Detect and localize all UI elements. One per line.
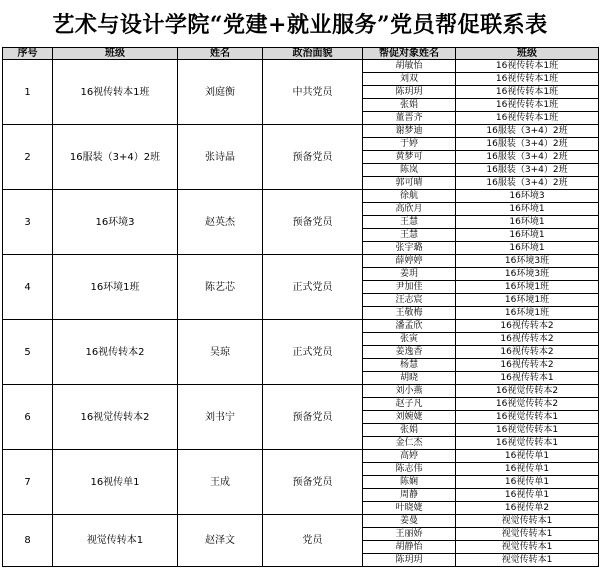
member-class: 16环境3 (53, 190, 178, 255)
target-class: 16视传单1 (456, 489, 599, 502)
target-name: 叶晓婕 (363, 502, 456, 515)
target-class: 16服装（3+4）2班 (456, 138, 599, 151)
target-class: 16环境1 (456, 203, 599, 216)
target-class: 16视传单1 (456, 476, 599, 489)
target-name: 徐航 (363, 190, 456, 203)
target-name: 郭可晴 (363, 177, 456, 190)
target-name: 张娟 (363, 424, 456, 437)
header-index: 序号 (3, 48, 53, 60)
member-name: 刘书宁 (178, 385, 263, 450)
target-class: 16视觉传转本2 (456, 398, 599, 411)
target-class: 16视传转本1班 (456, 112, 599, 125)
target-name: 黄梦可 (363, 151, 456, 164)
target-class: 16环境1班 (456, 281, 599, 294)
political-status: 中共党员 (263, 60, 363, 125)
target-class: 16环境3班 (456, 255, 599, 268)
target-name: 于婷 (363, 138, 456, 151)
member-class: 16视觉传转本2 (53, 385, 178, 450)
target-class: 16环境1班 (456, 294, 599, 307)
target-name: 赵子凡 (363, 398, 456, 411)
table-row (3, 515, 599, 528)
table-body (3, 60, 599, 567)
header-class: 班级 (53, 48, 178, 60)
target-class: 16视传单1 (456, 450, 599, 463)
target-class: 16视传转本2 (456, 320, 599, 333)
target-class: 16服装（3+4）2班 (456, 177, 599, 190)
table-row (3, 320, 599, 333)
member-class: 视觉传转本1 (53, 515, 178, 567)
member-class: 16环境1班 (53, 255, 178, 320)
row-index: 3 (3, 190, 53, 255)
target-name: 汪志宸 (363, 294, 456, 307)
table-row (3, 450, 599, 463)
target-class: 16视传转本1班 (456, 86, 599, 99)
table-row (3, 60, 599, 73)
document-title: 艺术与设计学院“党建+就业服务”党员帮促联系表 (52, 11, 548, 38)
target-name: 陈玥玥 (363, 554, 456, 567)
row-index: 8 (3, 515, 53, 567)
target-name: 陈娴 (363, 476, 456, 489)
target-name: 胡晓 (363, 372, 456, 385)
target-class: 16视觉传转本1 (456, 437, 599, 450)
member-name: 陈艺芯 (178, 255, 263, 320)
target-class: 16视传单2 (456, 502, 599, 515)
member-name: 王成 (178, 450, 263, 515)
target-name: 周静 (363, 489, 456, 502)
member-name: 张诗晶 (178, 125, 263, 190)
target-name: 杨慧 (363, 359, 456, 372)
header-row (3, 48, 599, 60)
row-index: 7 (3, 450, 53, 515)
table-row (3, 125, 599, 138)
table-row (3, 385, 599, 398)
header-political-status: 政治面貌 (263, 48, 363, 60)
target-class: 16环境1 (456, 242, 599, 255)
target-class: 16视传转本1 (456, 372, 599, 385)
target-name: 董晋齐 (363, 112, 456, 125)
target-class: 16视觉传转本1 (456, 424, 599, 437)
table-row (3, 190, 599, 203)
target-class: 16视传转本2 (456, 333, 599, 346)
target-class: 16环境1 (456, 229, 599, 242)
target-class: 16视传转本1班 (456, 60, 599, 73)
member-class: 16视传转本1班 (53, 60, 178, 125)
target-class: 16环境1 (456, 216, 599, 229)
target-name: 金仁杰 (363, 437, 456, 450)
target-class: 16视传转本2 (456, 346, 599, 359)
political-status: 预备党员 (263, 190, 363, 255)
target-class: 16服装（3+4）2班 (456, 125, 599, 138)
target-class: 16视觉传转本2 (456, 385, 599, 398)
row-index: 4 (3, 255, 53, 320)
target-class: 16服装（3+4）2班 (456, 164, 599, 177)
target-name: 高婷 (363, 450, 456, 463)
member-name: 刘庭衡 (178, 60, 263, 125)
political-status: 正式党员 (263, 255, 363, 320)
target-class: 16环境3 (456, 190, 599, 203)
row-index: 2 (3, 125, 53, 190)
target-class: 视觉传转本1 (456, 541, 599, 554)
target-name: 潘孟欣 (363, 320, 456, 333)
political-status: 预备党员 (263, 125, 363, 190)
target-name: 王慧 (363, 216, 456, 229)
target-name: 姜曼 (363, 515, 456, 528)
target-name: 刘双 (363, 73, 456, 86)
target-name: 陈志伟 (363, 463, 456, 476)
target-class: 16视传转本2 (456, 359, 599, 372)
member-name: 吴琼 (178, 320, 263, 385)
contact-table (2, 47, 599, 567)
member-name: 赵英杰 (178, 190, 263, 255)
target-class: 16环境3班 (456, 268, 599, 281)
row-index: 6 (3, 385, 53, 450)
target-name: 王丽娇 (363, 528, 456, 541)
target-class: 16服装（3+4）2班 (456, 151, 599, 164)
target-name: 姜逸香 (363, 346, 456, 359)
target-name: 张寅 (363, 333, 456, 346)
target-name: 陈岚 (363, 164, 456, 177)
political-status: 预备党员 (263, 450, 363, 515)
target-name: 王敬梅 (363, 307, 456, 320)
member-class: 16服装（3+4）2班 (53, 125, 178, 190)
member-class: 16视传转本2 (53, 320, 178, 385)
political-status: 正式党员 (263, 320, 363, 385)
political-status: 党员 (263, 515, 363, 567)
target-name: 胡敏怡 (363, 60, 456, 73)
header-name: 姓名 (178, 48, 263, 60)
table-row (3, 255, 599, 268)
target-class: 16视传转本1班 (456, 99, 599, 112)
target-name: 陈玥玥 (363, 86, 456, 99)
target-name: 张宇璐 (363, 242, 456, 255)
target-class: 16环境1班 (456, 307, 599, 320)
target-name: 刘小燕 (363, 385, 456, 398)
target-class: 16视传转本1班 (456, 73, 599, 86)
row-index: 5 (3, 320, 53, 385)
target-name: 刘婉婕 (363, 411, 456, 424)
target-name: 谢梦迪 (363, 125, 456, 138)
member-class: 16视传单1 (53, 450, 178, 515)
target-name: 姜玥 (363, 268, 456, 281)
target-name: 高欣月 (363, 203, 456, 216)
target-name: 薛婷婷 (363, 255, 456, 268)
target-class: 视觉传转本1 (456, 515, 599, 528)
target-name: 王慧 (363, 229, 456, 242)
political-status: 预备党员 (263, 385, 363, 450)
target-name: 张娟 (363, 99, 456, 112)
target-name: 尹加佳 (363, 281, 456, 294)
target-class: 视觉传转本1 (456, 528, 599, 541)
member-name: 赵泽文 (178, 515, 263, 567)
header-target-name: 帮促对象姓名 (363, 48, 456, 60)
target-class: 16视觉传转本1 (456, 411, 599, 424)
target-class: 16视传单1 (456, 463, 599, 476)
row-index: 1 (3, 60, 53, 125)
header-target-class: 班级 (456, 48, 599, 60)
target-name: 胡静怡 (363, 541, 456, 554)
target-class: 视觉传转本1 (456, 554, 599, 567)
